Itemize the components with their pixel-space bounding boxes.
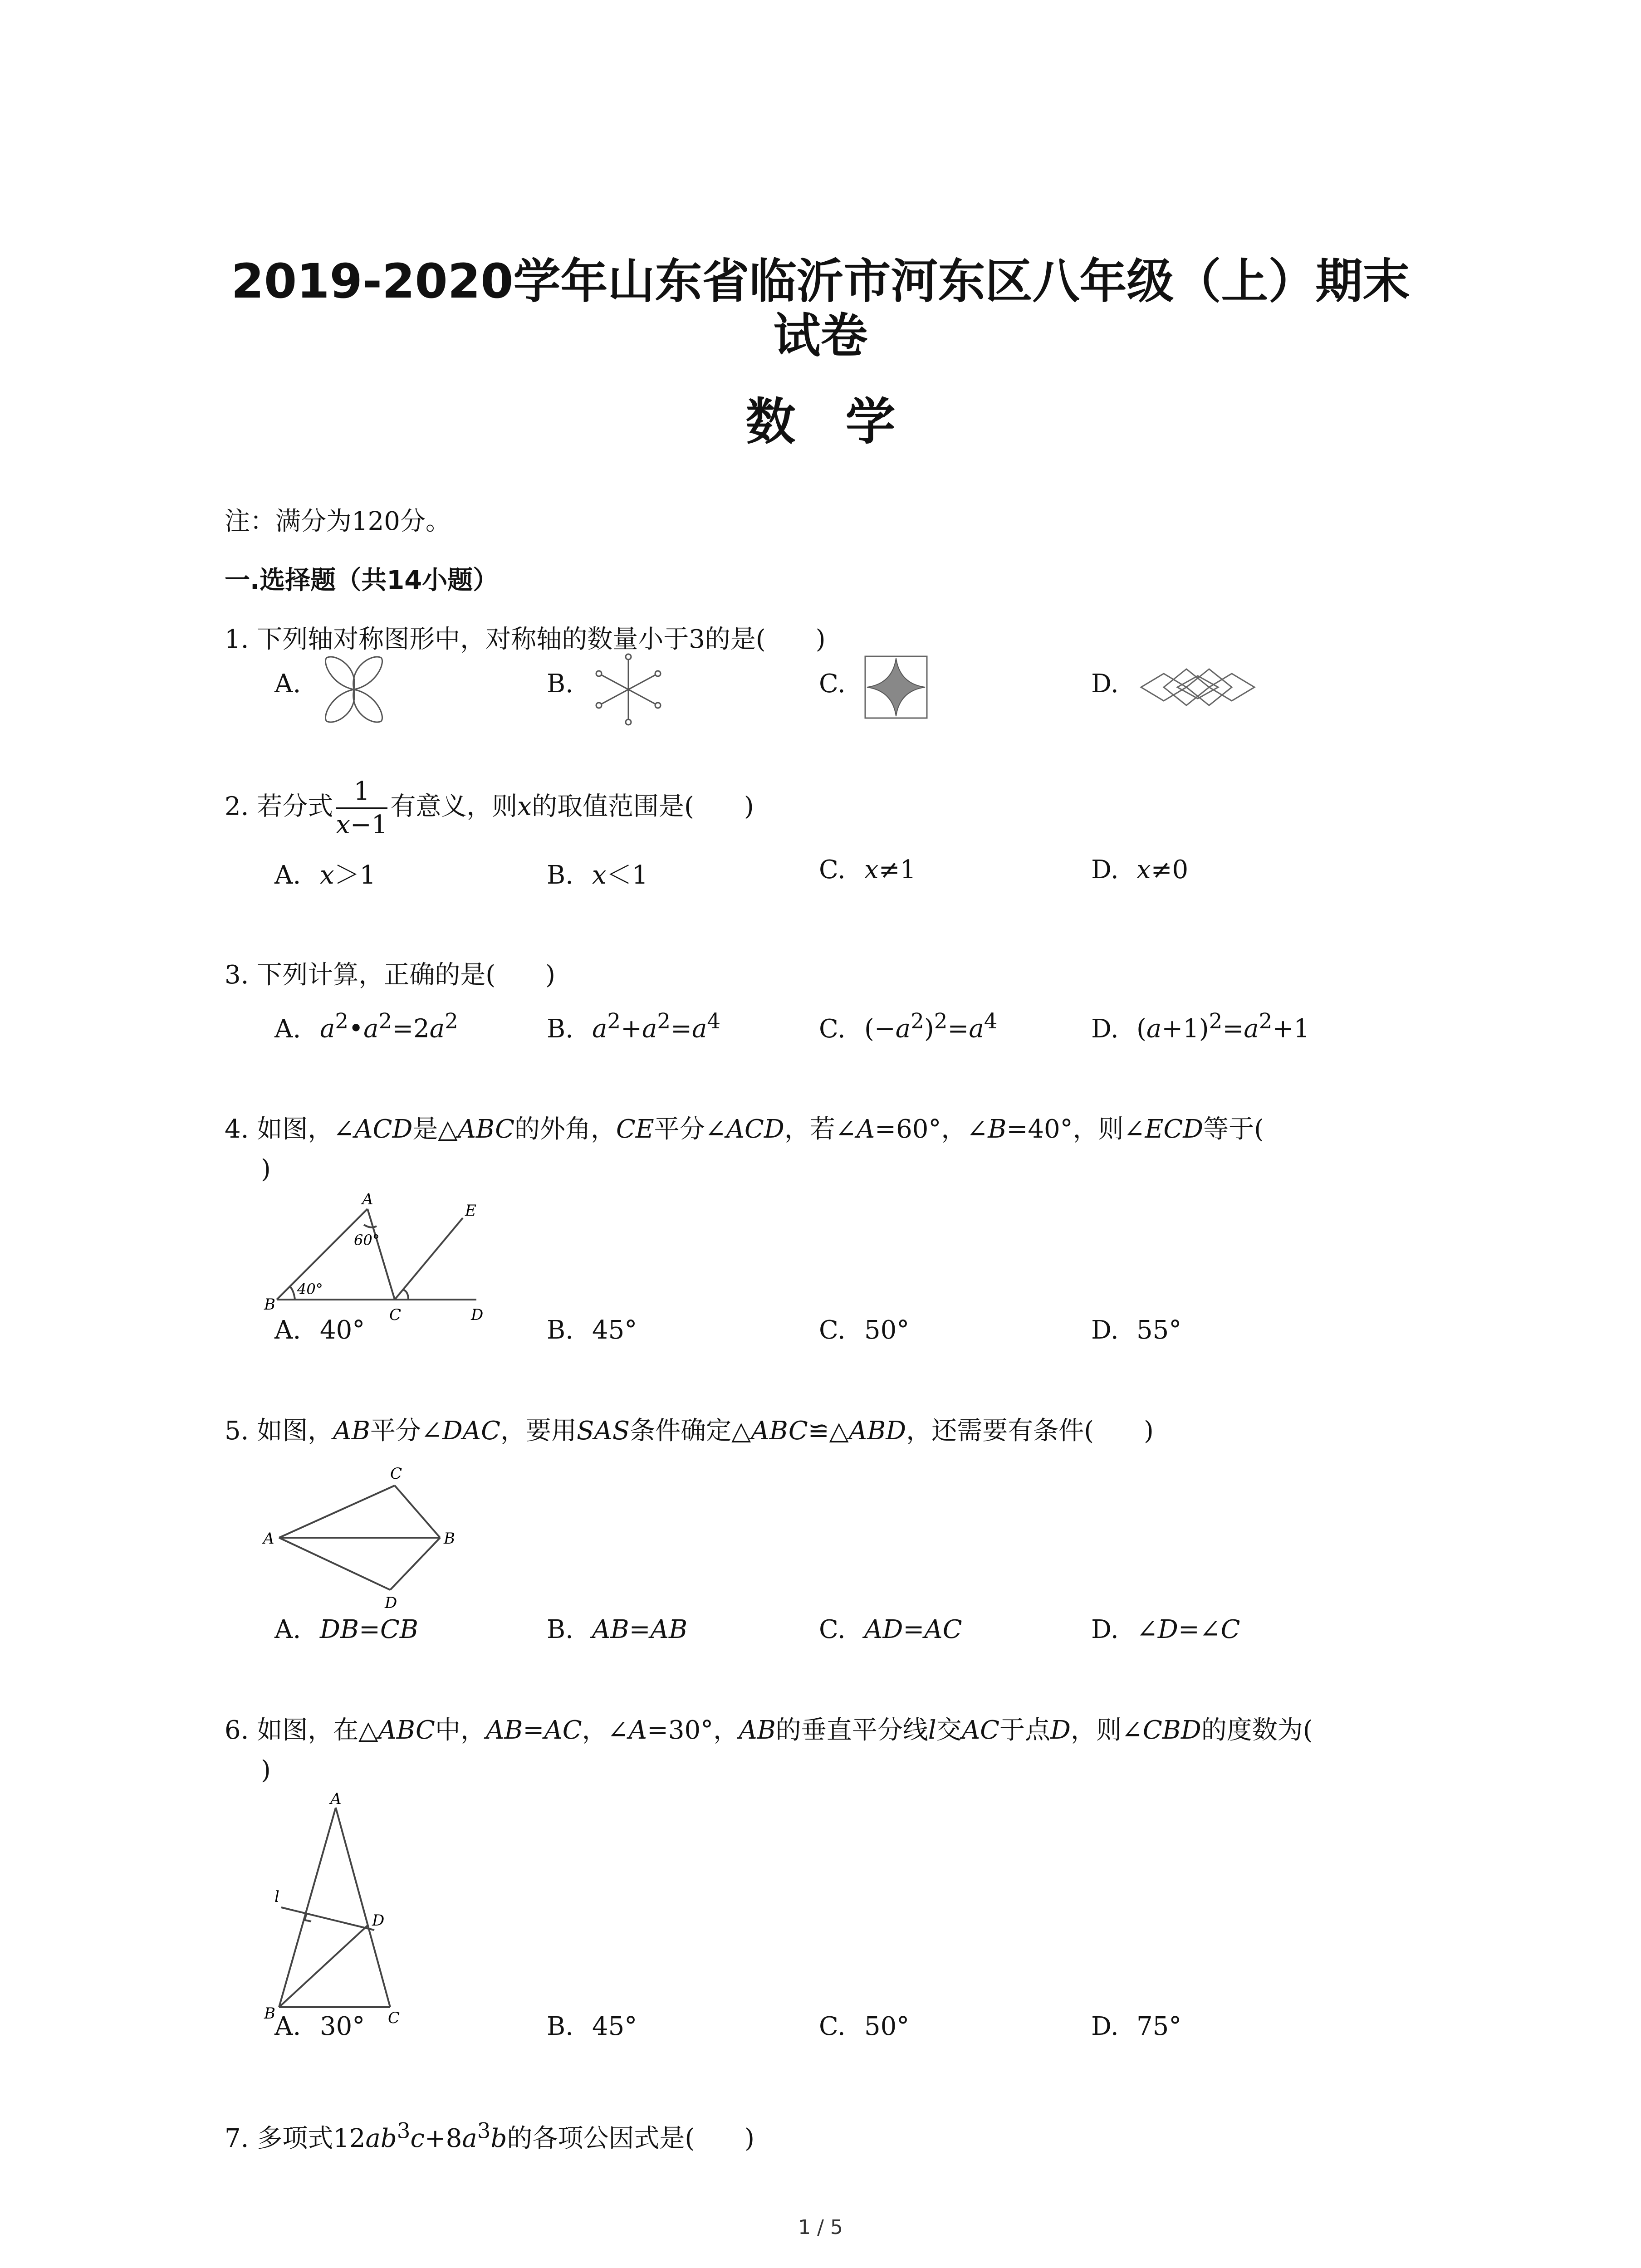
page-title-line1: 2019-2020学年山东省临沂市河东区八年级（上）期末 (231, 254, 1410, 309)
q2-option-b[interactable]: B. x＜1 (547, 860, 648, 890)
question-number: 2. (225, 792, 249, 821)
label-l: l (274, 1888, 279, 1906)
question-1: 1. 下列轴对称图形中，对称轴的数量小于3的是( ) (225, 625, 826, 654)
question-4: 4. 如图，∠ACD是△ABC的外角，CE平分∠ACD，若∠A=60°，∠B=40°，则∠ECD等于( (225, 1114, 1264, 1144)
label-b: B (264, 1295, 275, 1314)
q1-option-c[interactable]: C. (819, 669, 846, 699)
label-a: A (362, 1190, 373, 1208)
angle-a-label: 60° (354, 1232, 380, 1249)
subject-title: 数学 (745, 393, 945, 451)
label-d: D (372, 1911, 385, 1930)
question-number: 4. (225, 1114, 249, 1144)
q2-option-d[interactable]: D. x≠0 (1091, 855, 1189, 885)
four-petal-figure (318, 653, 390, 726)
question-7: 7. 多项式$12ab^3c+8a^3b$的各项公因式是( ) (225, 2119, 755, 2153)
q2-option-a[interactable]: A. x＞1 (274, 860, 376, 890)
q5-figure (259, 1458, 472, 1622)
q1-option-a[interactable]: A. (274, 669, 301, 699)
angle-b-label: 40° (297, 1281, 323, 1298)
q6-option-c[interactable]: C. 50° (819, 2012, 910, 2041)
section-heading: 一.选择题（共14小题） (225, 566, 499, 595)
score-note: 注：满分为120分。 (225, 507, 451, 536)
label-c: C (389, 1306, 402, 1324)
six-ray-star-figure (590, 653, 667, 726)
question-5: 5. 如图，AB平分∠DAC，要用SAS条件确定△ABC≌△ABD，还需要有条件( ) (225, 1416, 1154, 1446)
q1-option-b[interactable]: B. (547, 669, 573, 699)
q6-option-d[interactable]: D. 75° (1091, 2012, 1182, 2041)
q5-option-c[interactable]: C. AD=AC (819, 1615, 962, 1644)
q6-figure (259, 1790, 413, 2034)
label-c: C (390, 1465, 402, 1483)
label-b: B (264, 2004, 275, 2023)
label-d: D (385, 1594, 397, 1612)
q6-option-a[interactable]: A. 30° (274, 2012, 365, 2041)
q3-option-a[interactable]: A. $a^2•a^2=2a^2$ (274, 1009, 458, 1044)
square-star-figure (864, 655, 928, 719)
q4-option-a[interactable]: A. 40° (274, 1315, 365, 1345)
label-b: B (444, 1530, 455, 1548)
fraction: $\frac{1}{x-1}$ (336, 777, 388, 840)
q4-option-c[interactable]: C. 50° (819, 1315, 910, 1345)
question-text: 下列轴对称图形中，对称轴的数量小于3的是( (257, 625, 766, 654)
q3-option-d[interactable]: D. $(a+1)^2=a^2+1$ (1091, 1009, 1310, 1044)
diamond-chain-figure (1136, 662, 1264, 712)
q5-option-b[interactable]: B. AB=AB (547, 1615, 688, 1644)
q1-option-d[interactable]: D. (1091, 669, 1119, 699)
q5-option-a[interactable]: A. DB=CB (274, 1615, 418, 1644)
q4-option-d[interactable]: D. 55° (1091, 1315, 1182, 1345)
question-number: 5. (225, 1416, 249, 1446)
page-number: 1 / 5 (798, 2216, 843, 2239)
question-number: 7. (225, 2124, 249, 2153)
q6-option-b[interactable]: B. 45° (547, 2012, 637, 2041)
question-6: 6. 如图，在△ABC中，AB=AC，∠A=30°，AB的垂直平分线l交AC于点D，则∠CBD的度数为( (225, 1716, 1313, 1745)
q3-option-c[interactable]: C. $(-a^2)^2=a^4$ (819, 1009, 998, 1044)
question-number: 1. (225, 625, 249, 654)
question-6-line2: ) (261, 1755, 271, 1785)
label-d: D (471, 1306, 484, 1324)
question-2: 2. 若分式 $\frac{1}{x-1}$ 有意义，则x的取值范围是( ) (225, 776, 754, 841)
q5-option-d[interactable]: D. ∠D=∠C (1091, 1615, 1240, 1644)
label-e: E (465, 1202, 476, 1220)
label-c: C (388, 2009, 400, 2027)
q4-figure (259, 1191, 499, 1327)
question-4-line2: ) (261, 1154, 271, 1184)
q4-option-b[interactable]: B. 45° (547, 1315, 637, 1345)
question-number: 6. (225, 1716, 249, 1745)
q2-option-c[interactable]: C. x≠1 (819, 855, 916, 885)
label-a: A (263, 1530, 274, 1548)
label-a: A (330, 1790, 342, 1808)
page-title-line2: 试卷 (773, 308, 868, 363)
question-3: 3. 下列计算，正确的是( ) (225, 960, 555, 990)
q3-option-b[interactable]: B. $a^2+a^2=a^4$ (547, 1009, 721, 1044)
question-number: 3. (225, 960, 249, 990)
